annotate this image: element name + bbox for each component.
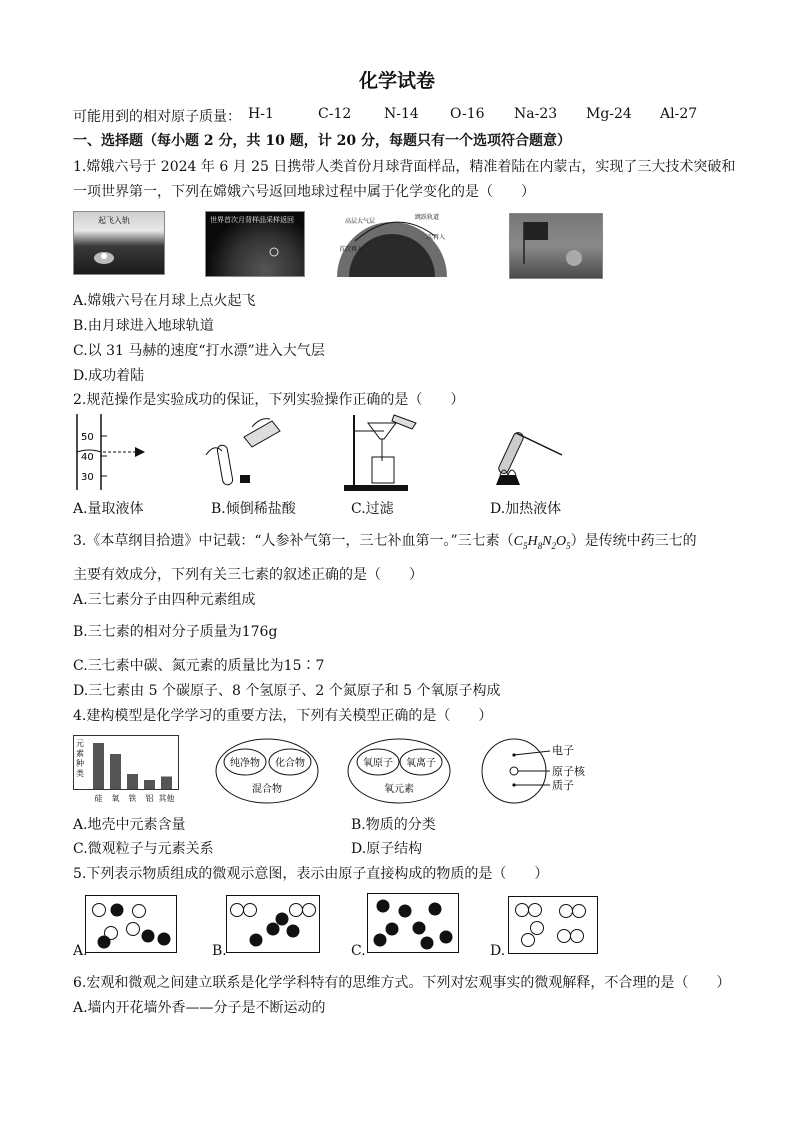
q5-label-d: D. <box>490 943 506 959</box>
chart-ylabel-4: 类 <box>76 769 84 778</box>
q3-stem-part1: 3.《本草纲目拾遗》中记载：“人参补气第一，三七补血第一。”三七素（ <box>73 533 514 549</box>
q3-stem-line2: 主要有效成分，下列有关三七素的叙述正确的是（ ） <box>73 567 423 583</box>
q5-diagram-b <box>226 895 320 953</box>
q1-stem-line2: 一项世界第一，下列在嫦娥六号返回地球过程中属于化学变化的是（ ） <box>73 184 535 200</box>
chart-bar-2 <box>127 774 138 789</box>
diagram-b-compound: 化合物 <box>275 758 305 769</box>
section-heading: 一、选择题（每小题 2 分，共 10 题，计 20 分，每题只有一个选项符合题意） <box>73 133 571 149</box>
q4-bar-chart <box>73 735 179 803</box>
q3-option-c: C.三七素中碳、氮元素的质量比为15∶7 <box>73 658 325 674</box>
chart-bar-0 <box>93 743 104 789</box>
q1-image-c-caption-3: 二次再入 <box>421 234 446 241</box>
q5-label-c: C. <box>351 943 366 959</box>
chart-bar-4 <box>161 777 172 790</box>
chart-tick-label-1: 氧 <box>111 794 120 803</box>
diagram-c-ion: 氧离子 <box>406 758 436 769</box>
q1-option-c: C.以 31 马赫的速度“打水漂”进入大气层 <box>73 343 325 359</box>
q1-image-c-caption-4: 首次再入 <box>339 246 364 253</box>
atomic-mass-c: C-12 <box>318 106 352 122</box>
q5-diagram-d <box>508 896 598 954</box>
chart-tick-label-2: 铁 <box>128 794 137 803</box>
chart-bar-1 <box>110 754 121 789</box>
q5-diagram-c <box>367 893 459 953</box>
q1-option-b: B.由月球进入地球轨道 <box>73 318 214 334</box>
q4-option-b: B.物质的分类 <box>351 817 436 833</box>
atomic-mass-h: H-1 <box>248 106 274 122</box>
q4-atom-diagram <box>480 737 610 805</box>
q3-option-a: A.三七素分子由四种元素组成 <box>73 592 256 608</box>
q6-option-a: A.墙内开花墙外香——分子是不断运动的 <box>73 1000 326 1016</box>
atomic-mass-o: O-16 <box>450 106 485 122</box>
chart-tick-label-0: 硅 <box>94 794 103 803</box>
q4-option-c: C.微观粒子与元素关系 <box>73 841 214 857</box>
q1-image-a-caption: 起飞入轨 <box>98 216 130 225</box>
cylinder-mark-50: 50 <box>81 432 94 443</box>
q1-option-a: A.嫦娥六号在月球上点火起飞 <box>73 293 256 309</box>
q2-option-a: A.量取液体 <box>73 501 144 517</box>
cylinder-mark-30: 30 <box>81 472 94 483</box>
q4-classification-diagram <box>215 738 319 804</box>
q1-image-b <box>205 211 305 277</box>
q2-cylinder-diagram <box>73 414 153 490</box>
q4-stem: 4.建构模型是化学学习的重要方法，下列有关模型正确的是（ ） <box>73 708 493 724</box>
q2-option-c: C.过滤 <box>351 501 394 517</box>
chart-ylabel-2: 素 <box>76 749 84 758</box>
q3-stem-line1 <box>73 530 697 551</box>
atomic-mass-mg: Mg-24 <box>586 106 632 122</box>
atomic-mass-n: N-14 <box>384 106 419 122</box>
q3-formula: $C_5H_8N_2O_5$ <box>513 534 571 551</box>
diagram-d-nucleus: 原子核 <box>552 765 585 778</box>
q1-image-c-caption-2: 跳跃轨道 <box>415 214 440 221</box>
q3-option-d: D.三七素由 5 个碳原子、8 个氢原子、2 个氮原子和 5 个氧原子构成 <box>73 683 501 699</box>
diagram-d-electron: 电子 <box>552 744 574 757</box>
q4-option-d: D.原子结构 <box>351 841 423 857</box>
chart-ylabel-3: 种 <box>76 759 84 768</box>
diagram-b-pure: 纯净物 <box>230 758 260 769</box>
page-title: 化学试卷 <box>358 70 435 92</box>
q2-option-d: D.加热液体 <box>490 501 562 517</box>
q5-label-a: A. <box>73 943 88 959</box>
chart-bar-3 <box>144 780 155 789</box>
q3-stem-part2: ）是传统中药三七的 <box>570 533 697 549</box>
q1-image-a <box>73 211 165 275</box>
q1-image-b-caption: 世界首次月背样品采样返回 <box>210 216 294 224</box>
diagram-b-mixture: 混合物 <box>252 784 282 795</box>
atomic-mass-al: Al-27 <box>660 106 698 122</box>
diagram-c-atom: 氧原子 <box>363 758 393 769</box>
q5-stem: 5.下列表示物质组成的微观示意图，表示由原子直接构成的物质的是（ ） <box>73 866 549 882</box>
q1-image-d <box>509 213 603 279</box>
chart-tick-label-4: 其他 <box>158 794 175 803</box>
q1-image-c <box>335 211 449 277</box>
q3-option-b: B.三七素的相对分子质量为176g <box>73 624 278 640</box>
atomic-mass-na: Na-23 <box>514 106 558 122</box>
chart-ylabel-1: 元 <box>76 739 84 748</box>
cylinder-mark-40: 40 <box>81 452 94 463</box>
chart-tick-label-3: 铝 <box>145 794 154 803</box>
diagram-d-proton: 质子 <box>552 779 574 792</box>
q1-stem-line1: 1.嫦娥六号于 2024 年 6 月 25 日携带人类首份月球背面样品，精准着陆在内蒙古，实现了三大技术突破和 <box>73 159 736 175</box>
q2-heating-diagram <box>486 413 566 495</box>
q2-filter-diagram <box>340 413 420 493</box>
q2-stem: 2.规范操作是实验成功的保证，下列实验操作正确的是（ ） <box>73 392 465 408</box>
q4-option-a: A.地壳中元素含量 <box>73 817 186 833</box>
q1-option-d: D.成功着陆 <box>73 368 145 384</box>
q6-stem: 6.宏观和微观之间建立联系是化学学科特有的思维方式。下列对宏观事实的微观解释，不合理的是（ ） <box>73 975 731 991</box>
q1-image-c-caption-1: 高层大气层 <box>345 218 376 225</box>
q5-label-b: B. <box>212 943 227 959</box>
diagram-c-element: 氧元素 <box>384 784 414 795</box>
atomic-mass-label: 可能用到的相对原子质量： <box>73 109 241 125</box>
q4-particle-diagram <box>347 738 451 804</box>
q2-pouring-diagram <box>200 413 286 493</box>
q5-diagram-a <box>85 895 177 953</box>
q2-option-b: B.倾倒稀盐酸 <box>211 501 296 517</box>
